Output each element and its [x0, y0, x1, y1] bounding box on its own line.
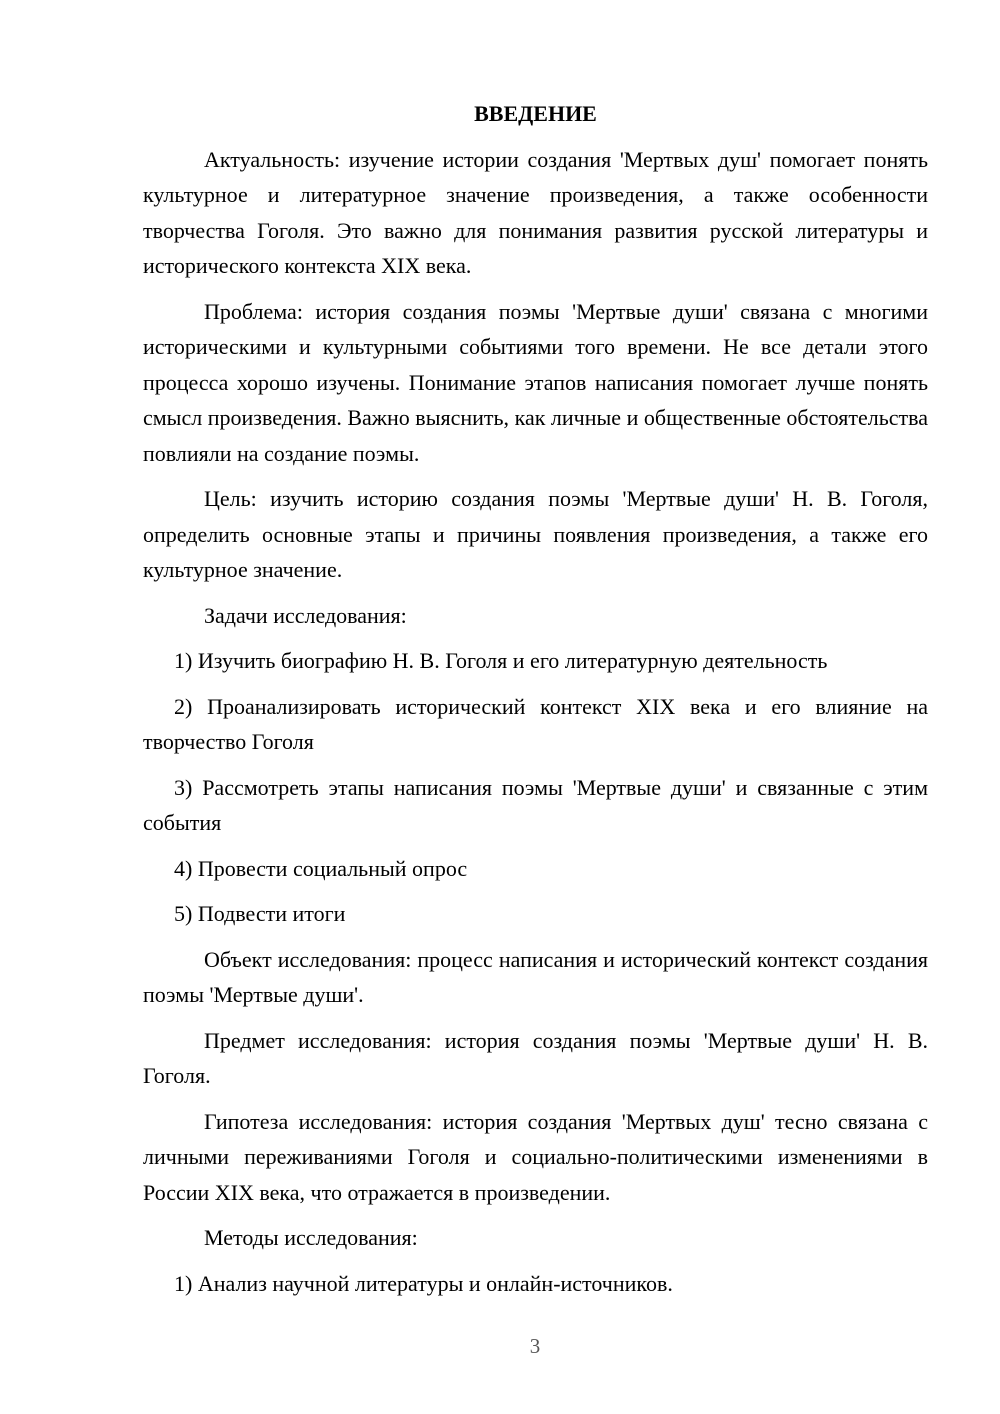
section-heading: ВВЕДЕНИЕ [474, 101, 597, 126]
task-item-3: 3) Рассмотреть этапы написания поэмы 'Мертвые души' и связанные с этим события [143, 774, 928, 835]
task-item-1: 1) Изучить биографию Н. В. Гоголя и его литературную деятельность [174, 648, 828, 673]
problem-paragraph: Проблема: история создания поэмы 'Мертвые души' связана с многими историческими и культурными событиями того времени. Не все детали этого процесса хорошо изучены. Понимание этапов написания помогает лучше понять смысл произведения. Важно выяснить, как личные и общественные обстоятельства повлияли на создание поэмы. [143, 298, 928, 466]
task-item-5: 5) Подвести итоги [174, 901, 346, 926]
task-item-4: 4) Провести социальный опрос [174, 855, 468, 881]
tasks-heading: Задачи исследования: [204, 602, 407, 628]
methods-heading: Методы исследования: [204, 1225, 418, 1250]
goal-paragraph: Цель: изучить историю создания поэмы 'Мертвые души' Н. В. Гоголя, определить основные этапы и причины появления произведения, а также его культурное значение. [143, 486, 928, 582]
object-paragraph: Объект исследования: процесс написания и исторический контекст создания поэмы 'Мертвые души'. [143, 946, 928, 1007]
method-item-1: 1) Анализ научной литературы и онлайн-источников. [174, 1270, 673, 1296]
page-number: 3 [529, 1334, 541, 1358]
hypothesis-paragraph: Гипотеза исследования: история создания 'Мертвых душ' тесно связана с личными переживаниями Гоголя и социально-политическими изменениями в России XIX века, что отражается в произведении. [143, 1108, 928, 1205]
relevance-paragraph: Актуальность: изучение истории создания 'Мертвых душ' помогает понять культурное и литературное значение произведения, а также особенности творчества Гоголя. Это важно для понимания развития русской литературы и исторического контекста XIX века. [143, 146, 928, 278]
task-item-2: 2) Проанализировать исторический контекст XIX века и его влияние на творчество Гоголя [143, 693, 928, 754]
subject-paragraph: Предмет исследования: история создания поэмы 'Мертвые души' Н. В. Гоголя. [143, 1027, 928, 1088]
page-content [143, 96, 928, 1311]
